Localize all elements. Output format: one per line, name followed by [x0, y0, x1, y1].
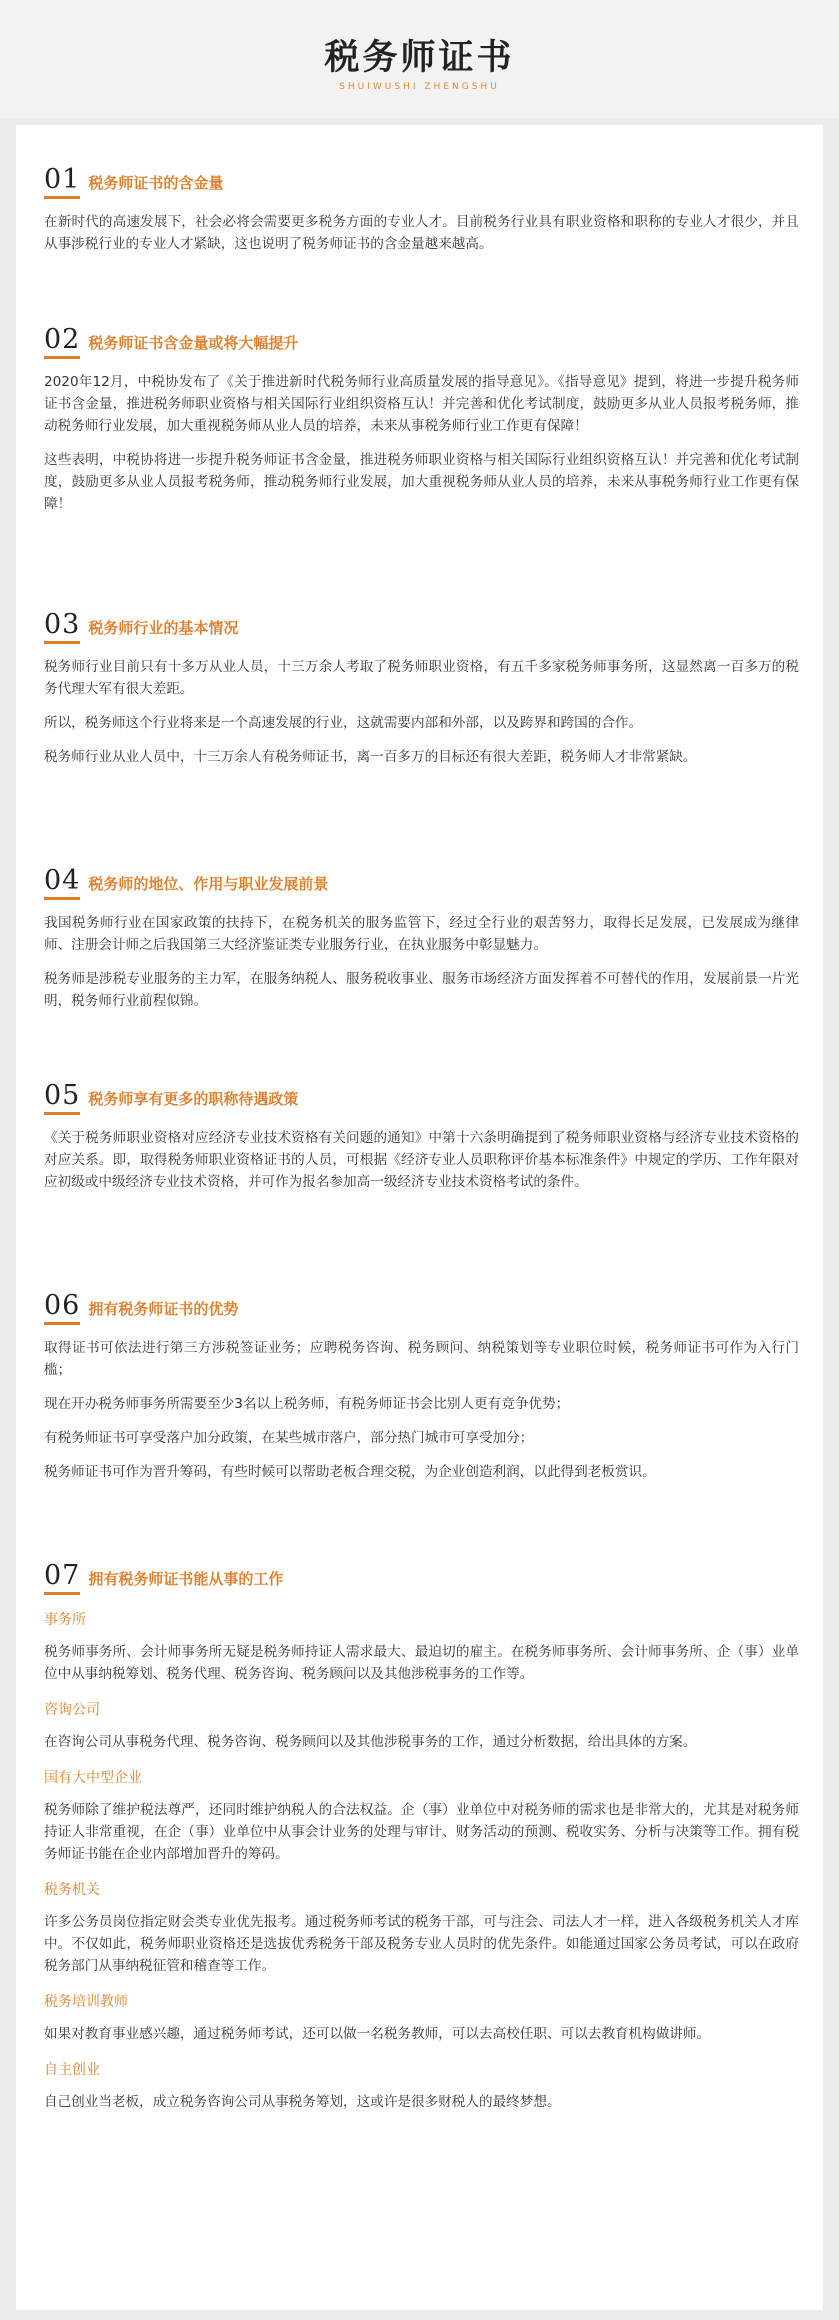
subheading: 税务机关 [44, 1882, 100, 1898]
page-title: 税务师证书 [324, 37, 515, 78]
paragraph: 《关于税务师职业资格对应经济专业技术资格有关问题的通知》中第十六条明确提到了税务师职业资格与经济专业技术资格的对应关系。即，取得税务师职业资格证书的人员，可根据《经济专业人员职称评价基本标准条件》中规定的学历、工作年限对应初级或中级经济专业技术资格，并可作为报名参加高一级经济专业技术资格考试的条件。 [44, 1130, 799, 1190]
section-title: 税务师的地位、作用与职业发展前景 [88, 875, 329, 893]
section-06 [44, 1279, 799, 1549]
section-title: 税务师享有更多的职称待遇政策 [88, 1090, 299, 1108]
paragraph: 这些表明，中税协将进一步提升税务师证书含金量，推进税务师职业资格与相关国际行业组织资格互认！并完善和优化考试制度，鼓励更多从业人员报考税务师，推动税务师行业发展，加大重视税务师从业人员的培养，未来从事税务师行业工作更有保障！ [44, 452, 799, 512]
section-number: 05 [44, 1081, 80, 1115]
subheading: 咨询公司 [44, 1702, 100, 1718]
paragraph: 税务师事务所、会计师事务所无疑是税务师持证人需求最大、最迫切的雇主。在税务师事务所、会计师事务所、企（事）业单位中从事纳税筹划、税务代理、税务咨询、税务顾问以及其他涉税事务的工作等。 [44, 1644, 799, 1682]
section-title: 税务师证书的含金量 [88, 174, 224, 192]
section-number: 07 [44, 1561, 80, 1595]
paragraph: 有税务师证书可享受落户加分政策，在某些城市落户，部分热门城市可享受加分； [44, 1430, 534, 1446]
paragraph: 税务师行业目前只有十多万从业人员，十三万余人考取了税务师职业资格，有五千多家税务师事务所，这显然离一百多万的税务代理大军有很大差距。 [44, 659, 799, 697]
section-title: 拥有税务师证书能从事的工作 [88, 1570, 284, 1588]
section-title: 税务师证书含金量或将大幅提升 [88, 334, 299, 352]
section-heading [44, 1279, 799, 1325]
subheading: 事务所 [44, 1612, 86, 1628]
section-title: 税务师行业的基本情况 [88, 619, 239, 637]
paragraph: 取得证书可依法进行第三方涉税签证业务；应聘税务咨询、税务顾问、纳税策划等专业职位时候，税务师证书可作为入行门槛； [44, 1340, 799, 1378]
section-title: 拥有税务师证书的优势 [88, 1300, 239, 1318]
section-number: 06 [44, 1291, 80, 1325]
section-number: 02 [44, 325, 80, 359]
paragraph: 我国税务师行业在国家政策的扶持下，在税务机关的服务监管下，经过全行业的艰苦努力，取得长足发展，已发展成为继律师、注册会计师之后我国第三大经济鉴证类专业服务行业，在执业服务中彰显魅力。 [44, 915, 799, 953]
paragraph: 在新时代的高速发展下，社会必将会需要更多税务方面的专业人才。目前税务行业具有职业资格和职称的专业人才很少，并且从事涉税行业的专业人才紧缺，这也说明了税务师证书的含金量越来越高。 [44, 214, 799, 252]
section-number: 03 [44, 610, 80, 644]
paragraph: 自己创业当老板，成立税务咨询公司从事税务筹划，这或许是很多财税人的最终梦想。 [44, 2094, 561, 2110]
content-card [16, 125, 823, 2310]
section-heading [44, 313, 799, 359]
paragraph: 2020年12月，中税协发布了《关于推进新时代税务师行业高质量发展的指导意见》。《指导意见》提到，将进一步提升税务师证书含金量，推进税务师职业资格与相关国际行业组织资格互认！并完善和优化考试制度，鼓励更多从业人员报考税务师，推动税务师行业发展，加大重视税务师从业人员的培养，未来从事税务师行业工作更有保障！ [44, 374, 799, 434]
section-number: 04 [44, 866, 80, 900]
section-05 [44, 1069, 799, 1279]
section-heading [44, 1549, 799, 1595]
section-01 [44, 153, 799, 313]
paragraph: 税务师行业从业人员中，十三万余人有税务师证书，离一百多万的目标还有很大差距，税务师人才非常紧缺。 [44, 749, 697, 765]
paragraph: 在咨询公司从事税务代理、税务咨询、税务顾问以及其他涉税事务的工作，通过分析数据，给出具体的方案。 [44, 1734, 697, 1750]
section-heading [44, 1069, 799, 1115]
subheading: 税务培训教师 [44, 1994, 128, 2010]
section-heading [44, 854, 799, 900]
paragraph: 税务师是涉税专业服务的主力军，在服务纳税人、服务税收事业、服务市场经济方面发挥着不可替代的作用，发展前景一片光明，税务师行业前程似锦。 [44, 971, 799, 1009]
section-02 [44, 313, 799, 598]
paragraph: 现在开办税务师事务所需要至少3名以上税务师，有税务师证书会比别人更有竞争优势； [44, 1396, 570, 1412]
paragraph: 税务师证书可作为晋升筹码，有些时候可以帮助老板合理交税，为企业创造利润，以此得到老板赏识。 [44, 1464, 656, 1480]
page-header [0, 0, 839, 118]
section-07 [44, 1549, 799, 2113]
section-04 [44, 854, 799, 1069]
paragraph: 许多公务员岗位指定财会类专业优先报考。通过税务师考试的税务干部，可与注会、司法人才一样，进入各级税务机关人才库中。不仅如此，税务师职业资格还是选拔优秀税务干部及税务专业人员时的优先条件。如能通过国家公务员考试，可以在政府税务部门从事纳税征管和稽查等工作。 [44, 1914, 799, 1974]
section-03 [44, 598, 799, 854]
paragraph: 如果对教育事业感兴趣，通过税务师考试，还可以做一名税务教师，可以去高校任职、可以去教育机构做讲师。 [44, 2026, 711, 2042]
paragraph: 税务师除了维护税法尊严，还同时维护纳税人的合法权益。企（事）业单位中对税务师的需求也是非常大的，尤其是对税务师持证人非常重视，在企（事）业单位中从事会计业务的处理与审计、财务活动的预测、税收实务、分析与决策等工作。拥有税务师证书能在企业内部增加晋升的筹码。 [44, 1802, 799, 1862]
section-heading [44, 598, 799, 644]
paragraph: 所以，税务师这个行业将来是一个高速发展的行业，这就需要内部和外部，以及跨界和跨国的合作。 [44, 715, 643, 731]
section-heading [44, 153, 799, 199]
page-subtitle: SHUIWUSHI ZHENGSHU [339, 82, 500, 92]
subheading: 自主创业 [44, 2062, 100, 2078]
section-number: 01 [44, 165, 80, 199]
subheading: 国有大中型企业 [44, 1770, 142, 1786]
